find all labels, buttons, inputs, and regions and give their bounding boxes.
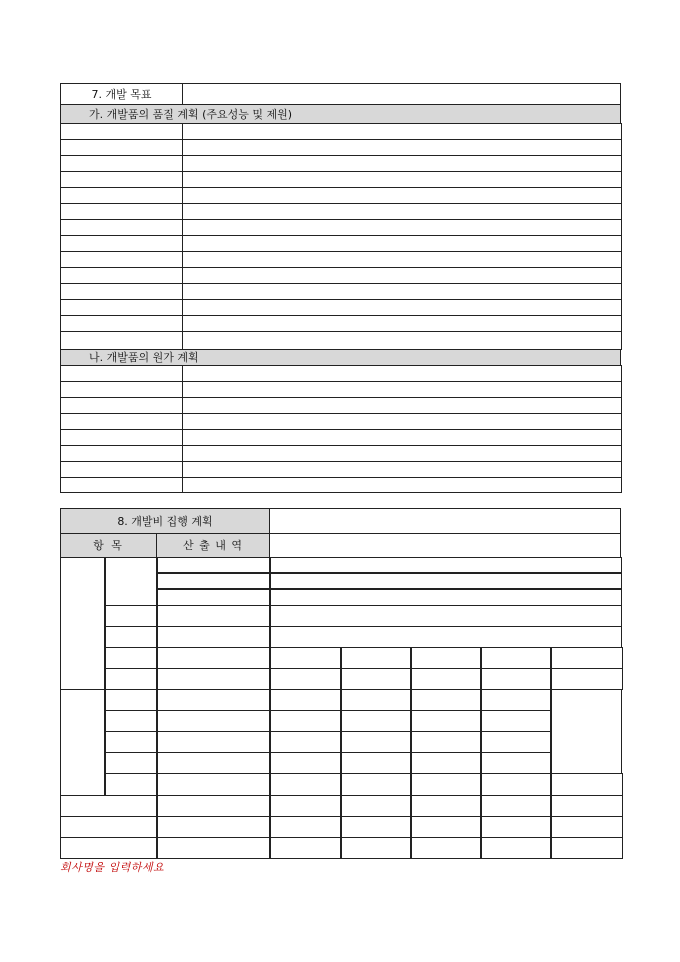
budget-detail-cell[interactable] (156, 647, 271, 669)
budget-amount-cell[interactable] (269, 773, 342, 796)
budget-detail-cell[interactable] (156, 605, 271, 627)
budget-detail-wide-cell[interactable] (269, 605, 622, 627)
budget-amount-cell[interactable] (480, 837, 552, 859)
cost-plan-value-cell[interactable] (182, 413, 622, 430)
budget-amount-cell[interactable] (410, 731, 482, 753)
cost-plan-value-cell[interactable] (182, 445, 622, 462)
budget-amount-cell[interactable] (410, 816, 482, 838)
budget-detail-cell[interactable] (156, 689, 271, 711)
budget-amount-cell[interactable] (269, 752, 342, 774)
budget-group1-subcat-cell[interactable] (104, 668, 158, 690)
budget-detail-cell[interactable] (156, 795, 271, 817)
budget-amount-cell[interactable] (340, 647, 412, 669)
budget-amount-cell[interactable] (480, 816, 552, 838)
section8-title: 8. 개발비 집행 계획 (60, 508, 270, 534)
quality-plan-label-cell[interactable] (60, 219, 183, 236)
cost-plan-label-cell[interactable] (60, 461, 183, 478)
budget-amount-cell[interactable] (269, 795, 342, 817)
quality-plan-value-cell[interactable] (182, 299, 622, 316)
budget-amount-cell[interactable] (269, 731, 342, 753)
budget-amount-cell[interactable] (550, 795, 623, 817)
quality-plan-label-cell[interactable] (60, 187, 183, 204)
budget-detail-cell[interactable] (156, 626, 271, 648)
budget-total-label-cell[interactable] (60, 837, 158, 859)
budget-amount-cell[interactable] (480, 752, 552, 774)
budget-amount-cell[interactable] (480, 647, 552, 669)
budget-amount-cell[interactable] (410, 752, 482, 774)
quality-plan-label-cell[interactable] (60, 203, 183, 220)
budget-group1-subcat-cell[interactable] (104, 647, 158, 669)
company-name-prompt[interactable]: 회사명을 입력하세요 (60, 861, 165, 874)
cost-plan-value-cell[interactable] (182, 461, 622, 478)
cost-plan-value-cell[interactable] (182, 397, 622, 414)
budget-group2-subcat-cell[interactable] (104, 752, 158, 774)
quality-plan-value-cell[interactable] (182, 171, 622, 188)
budget-amount-cell[interactable] (269, 816, 342, 838)
budget-amount-cell[interactable] (410, 647, 482, 669)
budget-amount-cell[interactable] (550, 773, 623, 796)
quality-plan-value-cell[interactable] (182, 187, 622, 204)
budget-amount-cell[interactable] (410, 668, 482, 690)
budget-amount-cell[interactable] (340, 773, 412, 796)
budget-amount-cell[interactable] (269, 689, 342, 711)
section7-title: 7. 개발 목표 (60, 83, 183, 105)
quality-plan-value-cell[interactable] (182, 123, 622, 140)
budget-amount-cell[interactable] (480, 773, 552, 796)
quality-plan-label-cell[interactable] (60, 267, 183, 284)
budget-amount-cell[interactable] (480, 731, 552, 753)
budget-amount-cell[interactable] (550, 816, 623, 838)
budget-group2-subcat-cell[interactable] (104, 689, 158, 711)
budget-amount-cell[interactable] (340, 668, 412, 690)
quality-plan-label-cell[interactable] (60, 251, 183, 268)
budget-amount-cell[interactable] (480, 795, 552, 817)
quality-plan-value-cell[interactable] (182, 267, 622, 284)
budget-amount-cell[interactable] (340, 752, 412, 774)
budget-detail-cell[interactable] (156, 816, 271, 838)
budget-amount-cell[interactable] (410, 710, 482, 732)
budget-amount-cell[interactable] (340, 837, 412, 859)
quality-plan-value-cell[interactable] (182, 331, 622, 350)
quality-plan-label-cell[interactable] (60, 235, 183, 252)
quality-plan-value-cell[interactable] (182, 219, 622, 236)
budget-amount-cell[interactable] (410, 689, 482, 711)
budget-group2-subcat-cell[interactable] (104, 731, 158, 753)
budget-amount-cell[interactable] (480, 710, 552, 732)
quality-plan-value-cell[interactable] (182, 315, 622, 332)
quality-plan-label-cell[interactable] (60, 171, 183, 188)
cost-plan-label-cell[interactable] (60, 365, 183, 382)
quality-plan-value-cell[interactable] (182, 283, 622, 300)
budget-total-label-cell[interactable] (60, 795, 158, 817)
budget-detail-cell[interactable] (156, 588, 271, 606)
budget-amount-cell[interactable] (550, 668, 623, 690)
quality-plan-value-cell[interactable] (182, 139, 622, 156)
cost-plan-value-cell[interactable] (182, 477, 622, 493)
quality-plan-label-cell[interactable] (60, 315, 183, 332)
cost-plan-label-cell[interactable] (60, 445, 183, 462)
budget-detail-cell[interactable] (156, 752, 271, 774)
section7-title-value[interactable] (182, 83, 621, 105)
budget-amount-cell[interactable] (340, 731, 412, 753)
cost-plan-label-cell[interactable] (60, 381, 183, 398)
budget-detail-cell[interactable] (156, 773, 271, 796)
quality-plan-header: 가. 개발품의 품질 계획 (주요성능 및 제원) (60, 104, 621, 124)
budget-amount-cell[interactable] (410, 837, 482, 859)
budget-amount-cell[interactable] (269, 837, 342, 859)
quality-plan-label-cell[interactable] (60, 155, 183, 172)
cost-plan-value-cell[interactable] (182, 365, 622, 382)
budget-amount-cell[interactable] (340, 689, 412, 711)
budget-amount-cell[interactable] (410, 795, 482, 817)
cost-plan-header: 나. 개발품의 원가 계획 (60, 349, 621, 366)
budget-amount-cell[interactable] (340, 710, 412, 732)
quality-plan-value-cell[interactable] (182, 235, 622, 252)
quality-plan-label-cell[interactable] (60, 123, 183, 140)
quality-plan-label-cell[interactable] (60, 283, 183, 300)
item-column-header: 항 목 (60, 533, 157, 558)
calculation-column-header: 산 출 내 역 (156, 533, 270, 558)
cost-plan-label-cell[interactable] (60, 477, 183, 493)
cost-plan-value-cell[interactable] (182, 381, 622, 398)
header-blank-cell[interactable] (269, 533, 621, 558)
quality-plan-label-cell[interactable] (60, 299, 183, 316)
budget-group1-subcat-cell[interactable] (104, 605, 158, 627)
budget-group2-subcat-cell[interactable] (104, 710, 158, 732)
budget-amount-cell[interactable] (269, 647, 342, 669)
budget-amount-cell[interactable] (340, 816, 412, 838)
budget-group1-subcat-cell[interactable] (104, 626, 158, 648)
quality-plan-label-cell[interactable] (60, 139, 183, 156)
budget-amount-cell[interactable] (550, 647, 623, 669)
budget-group1-category-cell[interactable] (60, 557, 106, 690)
budget-detail-wide-cell[interactable] (269, 626, 622, 648)
cost-plan-label-cell[interactable] (60, 413, 183, 430)
budget-amount-cell[interactable] (410, 773, 482, 796)
cost-plan-label-cell[interactable] (60, 429, 183, 446)
budget-amount-cell[interactable] (480, 689, 552, 711)
budget-amount-cell[interactable] (340, 795, 412, 817)
budget-detail-cell[interactable] (156, 668, 271, 690)
budget-detail-cell[interactable] (156, 731, 271, 753)
quality-plan-value-cell[interactable] (182, 203, 622, 220)
budget-amount-cell[interactable] (480, 668, 552, 690)
budget-merged-amount-cell[interactable] (550, 689, 622, 774)
budget-group2-subcat-cell[interactable] (104, 773, 158, 796)
budget-group2-category-cell[interactable] (60, 689, 106, 796)
budget-detail-wide-cell[interactable] (269, 588, 622, 606)
section8-title-value[interactable] (269, 508, 621, 534)
quality-plan-value-cell[interactable] (182, 155, 622, 172)
budget-amount-cell[interactable] (269, 710, 342, 732)
budget-amount-cell[interactable] (269, 668, 342, 690)
quality-plan-value-cell[interactable] (182, 251, 622, 268)
quality-plan-label-cell[interactable] (60, 331, 183, 350)
budget-detail-cell[interactable] (156, 837, 271, 859)
cost-plan-value-cell[interactable] (182, 429, 622, 446)
budget-group1-subcat-cell[interactable] (104, 557, 158, 606)
budget-amount-cell[interactable] (550, 837, 623, 859)
cost-plan-label-cell[interactable] (60, 397, 183, 414)
budget-total-label-cell[interactable] (60, 816, 158, 838)
budget-detail-cell[interactable] (156, 710, 271, 732)
